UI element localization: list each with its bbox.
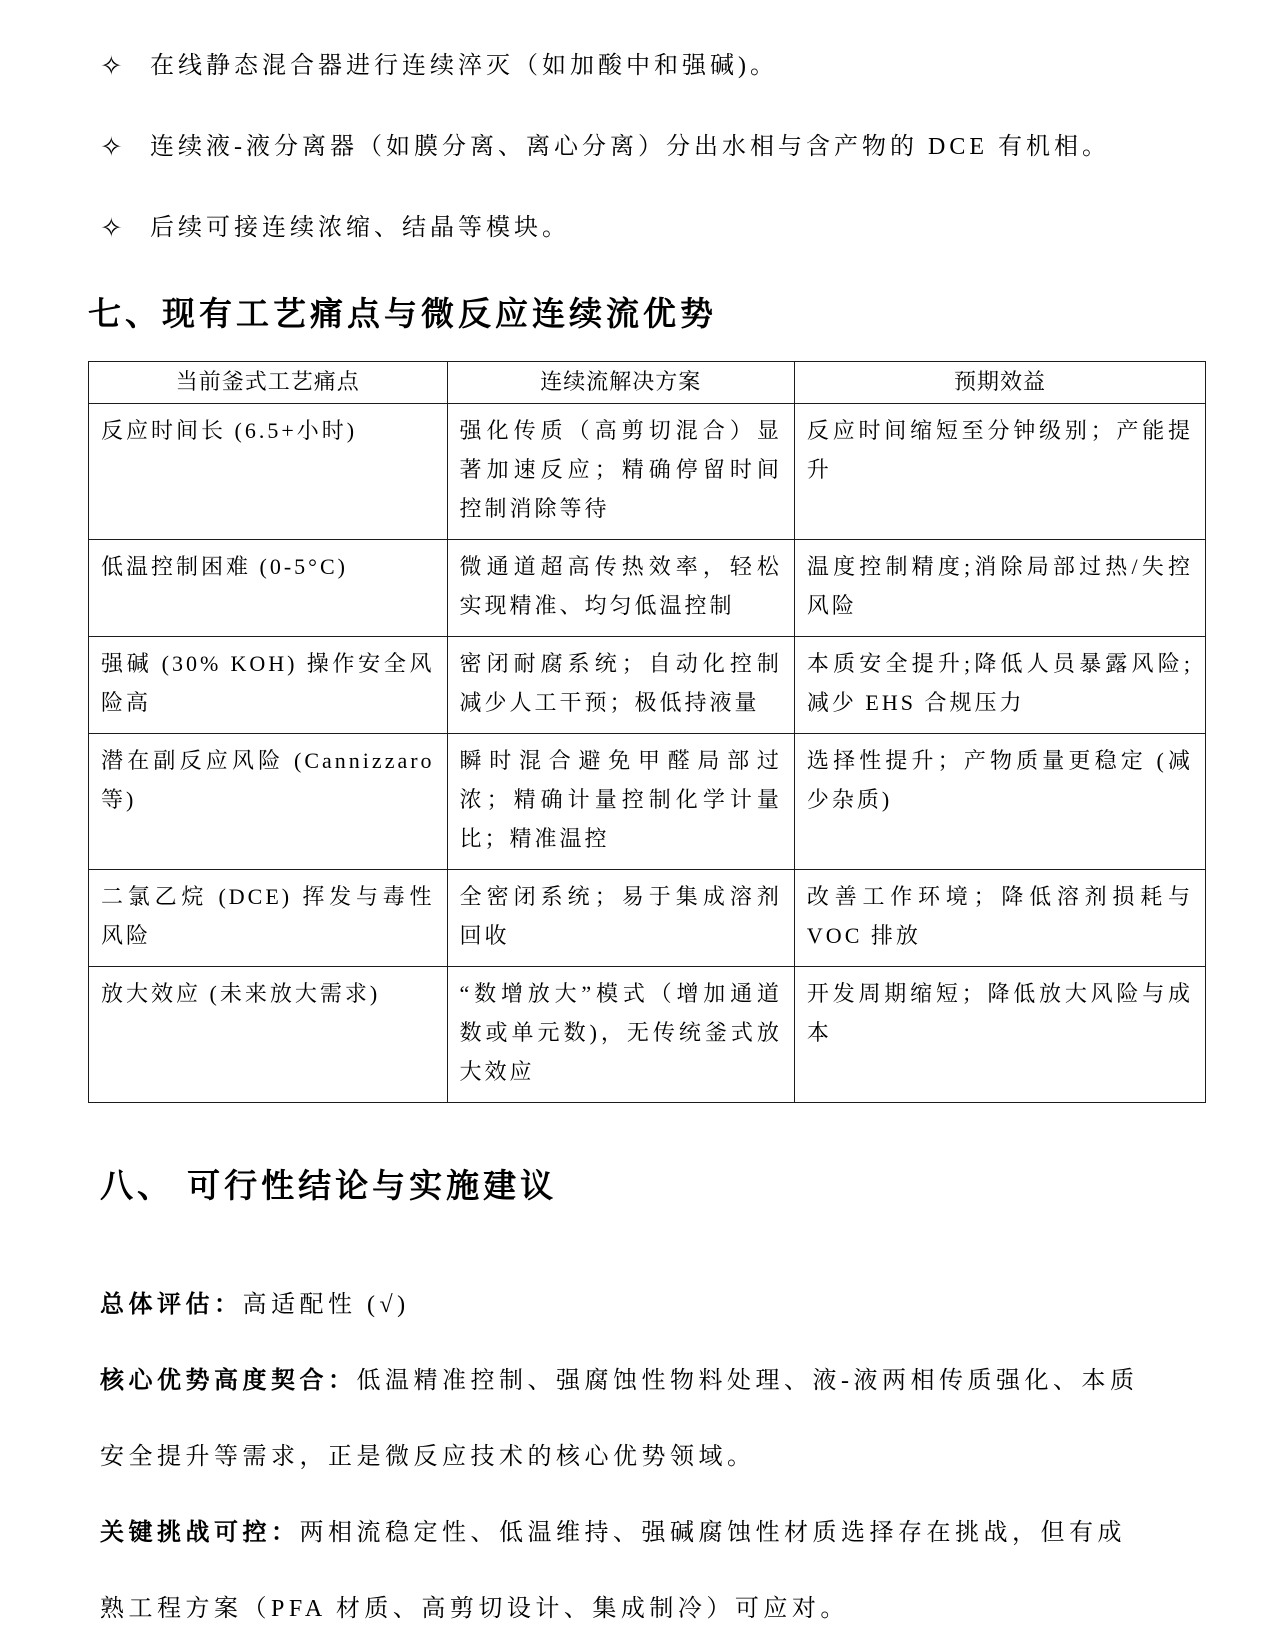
bullet-text: 后续可接连续浓缩、结晶等模块。 <box>150 215 570 241</box>
table-cell: 反应时间缩短至分钟级别；产能提升 <box>794 404 1205 540</box>
table-header-cell: 当前釜式工艺痛点 <box>89 362 448 404</box>
table-cell: 放大效应 (未来放大需求) <box>89 967 448 1103</box>
table-cell: “数增放大”模式（增加通道数或单元数)，无传统釜式放大效应 <box>447 967 794 1103</box>
table-row <box>89 870 1206 967</box>
section8-title: 八、 可行性结论与实施建议 <box>100 1167 558 1204</box>
paragraph-text: 高适配性 (√) <box>242 1292 410 1318</box>
overall-assessment-paragraph <box>100 1267 1152 1343</box>
table-cell: 强化传质（高剪切混合）显著加速反应；精确停留时间控制消除等待 <box>447 404 794 540</box>
pain-points-table <box>88 361 1206 1103</box>
table-row <box>89 404 1206 540</box>
list-item <box>100 212 1206 244</box>
table-cell: 温度控制精度;消除局部过热/失控风险 <box>794 540 1205 637</box>
table-cell: 低温控制困难 (0-5°C) <box>89 540 448 637</box>
table-cell: 二氯乙烷 (DCE) 挥发与毒性风险 <box>89 870 448 967</box>
paragraph-text: 两相流稳定性、低温维持、强碱腐蚀性材质选择存在挑战，但有成熟工程方案（PFA 材质、高剪切设计、集成制冷）可应对。 <box>100 1520 1126 1622</box>
table-cell: 潜在副反应风险 (Cannizzaro 等) <box>89 734 448 870</box>
table-cell: 微通道超高传热效率，轻松实现精准、均匀低温控制 <box>447 540 794 637</box>
paragraph-lead-label: 关键挑战可控： <box>100 1520 300 1546</box>
table-cell: 瞬时混合避免甲醛局部过浓；精确计量控制化学计量比；精准温控 <box>447 734 794 870</box>
table-cell: 开发周期缩短；降低放大风险与成本 <box>794 967 1205 1103</box>
key-challenges-paragraph <box>100 1495 1152 1647</box>
table-header-cell: 连续流解决方案 <box>447 362 794 404</box>
diamond-bullet-icon: ✧ <box>100 213 123 243</box>
table-cell: 选择性提升；产物质量更稳定 (减少杂质) <box>794 734 1205 870</box>
table-header-cell: 预期效益 <box>794 362 1205 404</box>
table-cell: 改善工作环境；降低溶剂损耗与 VOC 排放 <box>794 870 1205 967</box>
paragraph-lead-label: 核心优势高度契合： <box>100 1368 357 1394</box>
bullet-text: 在线静态混合器进行连续淬灭（如加酸中和强碱)。 <box>150 53 778 79</box>
core-advantages-paragraph <box>100 1343 1152 1495</box>
paragraph-lead-label: 总体评估： <box>100 1292 243 1318</box>
table-header-row <box>89 362 1206 404</box>
bullet-text: 连续液-液分离器（如膜分离、离心分离）分出水相与含产物的 DCE 有机相。 <box>150 134 1110 160</box>
table-row <box>89 540 1206 637</box>
table-row <box>89 967 1206 1103</box>
conclusions-section <box>88 1267 1206 1647</box>
diamond-bullet-icon: ✧ <box>100 132 123 162</box>
diamond-bullet-icon: ✧ <box>100 51 123 81</box>
list-item <box>100 50 1206 82</box>
table-row <box>89 637 1206 734</box>
table-cell: 本质安全提升;降低人员暴露风险;减少 EHS 合规压力 <box>794 637 1205 734</box>
table-cell: 密闭耐腐系统；自动化控制减少人工干预；极低持液量 <box>447 637 794 734</box>
table-cell: 全密闭系统；易于集成溶剂回收 <box>447 870 794 967</box>
paragraph-text: 低温精准控制、强腐蚀性物料处理、液-液两相传质强化、本质安全提升等需求，正是微反应技术的核心优势领域。 <box>100 1368 1139 1470</box>
bullet-list <box>88 50 1206 244</box>
list-item <box>100 131 1206 163</box>
section7-title: 七、现有工艺痛点与微反应连续流优势 <box>88 295 717 332</box>
table-cell: 强碱 (30% KOH) 操作安全风险高 <box>89 637 448 734</box>
table-cell: 反应时间长 (6.5+小时) <box>89 404 448 540</box>
table-row <box>89 734 1206 870</box>
